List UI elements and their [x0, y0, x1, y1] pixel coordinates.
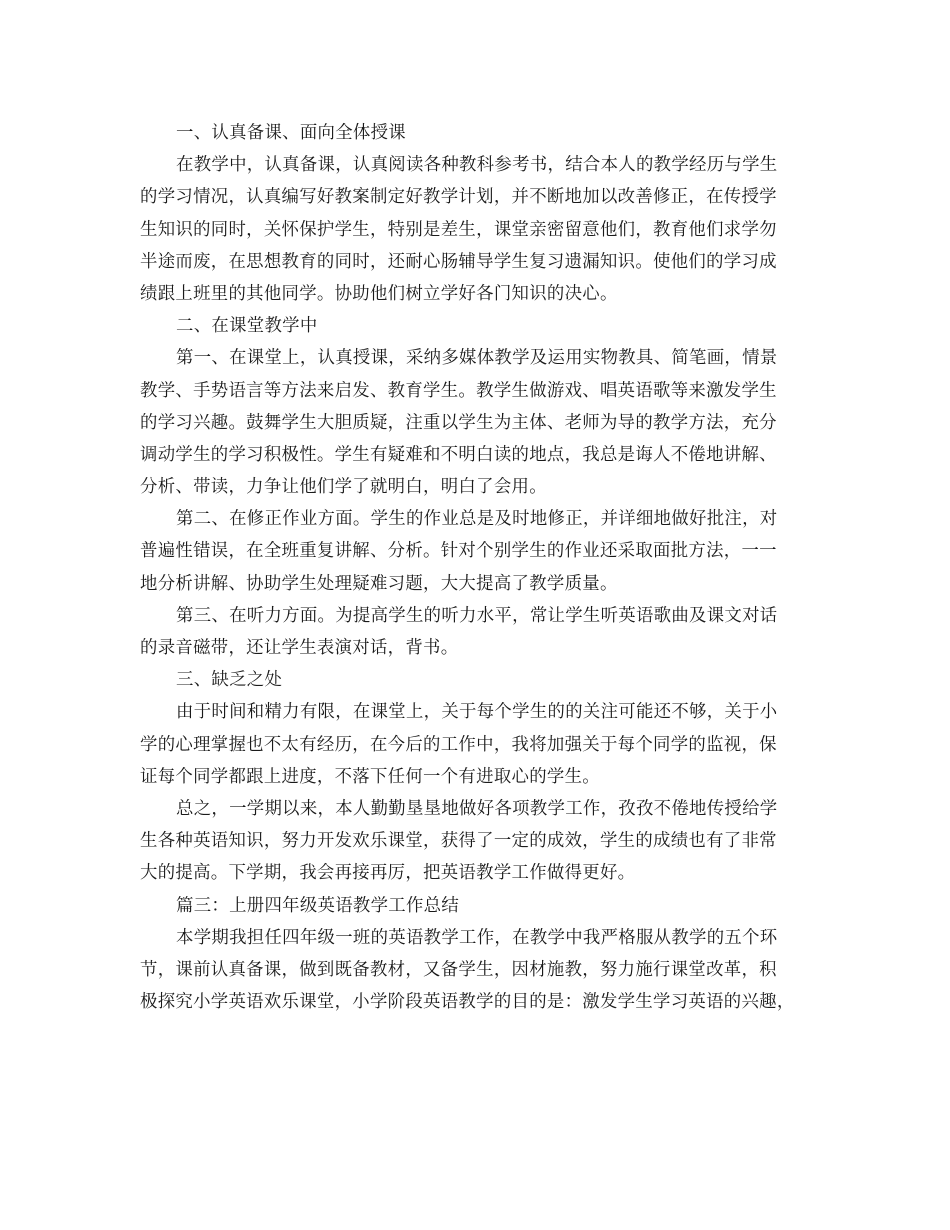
- paragraph-line: 教学、手势语言等方法来启发、教育学生。教学生做游戏、唱英语歌等来激发学生: [140, 380, 777, 401]
- paragraph-line: 第一、在课堂上，认真授课，采纳多媒体教学及运用实物教具、简笔画，情景: [176, 348, 778, 369]
- paragraph-line: 第三、在听力方面。为提高学生的听力水平，常让学生听英语歌曲及课文对话: [176, 605, 778, 626]
- section-heading: 三、缺乏之处: [176, 670, 283, 691]
- section-heading: 二、在课堂教学中: [176, 316, 318, 337]
- paragraph-line: 生各种英语知识，努力开发欢乐课堂，获得了一定的成效，学生的成绩也有了非常: [140, 831, 777, 852]
- paragraph-line: 极探究小学英语欢乐课堂，小学阶段英语教学的目的是：激发学生学习英语的兴趣，: [140, 992, 795, 1013]
- paragraph-line: 学的心理掌握也不太有经历，在今后的工作中，我将加强关于每个同学的监视，保: [140, 734, 777, 755]
- paragraph-line: 分析、带读，力争让他们学了就明白，明白了会用。: [140, 477, 547, 498]
- paragraph-line: 生知识的同时，关怀保护学生，特别是差生，课堂亲密留意他们，教育他们求学勿: [140, 219, 777, 240]
- section-heading: 一、认真备课、面向全体授课: [176, 123, 406, 143]
- paragraph-line: 的学习兴趣。鼓舞学生大胆质疑，注重以学生为主体、老师为导的教学方法，充分: [140, 412, 777, 433]
- document-page: [140, 117, 818, 1018]
- paragraph-line: 绩跟上班里的其他同学。协助他们树立学好各门知识的决心。: [140, 283, 618, 304]
- paragraph-line: 总之，一学期以来，本人勤勤垦垦地做好各项教学工作，孜孜不倦地传授给学: [176, 798, 778, 819]
- paragraph-line: 大的提高。下学期，我会再接再厉，把英语教学工作做得更好。: [140, 863, 636, 884]
- section-heading: 篇三：上册四年级英语教学工作总结: [176, 895, 460, 916]
- paragraph-line: 证每个同学都跟上进度，不落下任何一个有进取心的学生。: [140, 766, 600, 787]
- paragraph-line: 调动学生的学习积极性。学生有疑难和不明白读的地点，我总是诲人不倦地讲解、: [140, 444, 777, 465]
- paragraph-line: 的录音磁带，还让学生表演对话，背书。: [140, 638, 459, 658]
- paragraph-line: 地分析讲解、协助学生处理疑难习题，大大提高了教学质量。: [140, 573, 618, 594]
- paragraph-line: 由于时间和精力有限，在课堂上，关于每个学生的的关注可能还不够，关于小: [176, 702, 778, 723]
- paragraph-line: 普遍性错误，在全班重复讲解、分析。针对个别学生的作业还采取面批方法，一一: [140, 541, 777, 562]
- paragraph-line: 节，课前认真备课，做到既备教材，又备学生，因材施教，努力施行课堂改革，积: [140, 959, 777, 980]
- paragraph-line: 本学期我担任四年级一班的英语教学工作，在教学中我严格服从教学的五个环: [176, 927, 778, 948]
- paragraph-line: 在教学中，认真备课，认真阅读各种教科参考书，结合本人的教学经历与学生: [176, 155, 778, 176]
- paragraph-line: 的学习情况，认真编写好教案制定好教学计划，并不断地加以改善修正，在传授学: [140, 187, 777, 208]
- paragraph-line: 半途而废，在思想教育的同时，还耐心肠辅导学生复习遗漏知识。使他们的学习成: [140, 251, 777, 272]
- paragraph-line: 第二、在修正作业方面。学生的作业总是及时地修正，并详细地做好批注，对: [176, 509, 778, 530]
